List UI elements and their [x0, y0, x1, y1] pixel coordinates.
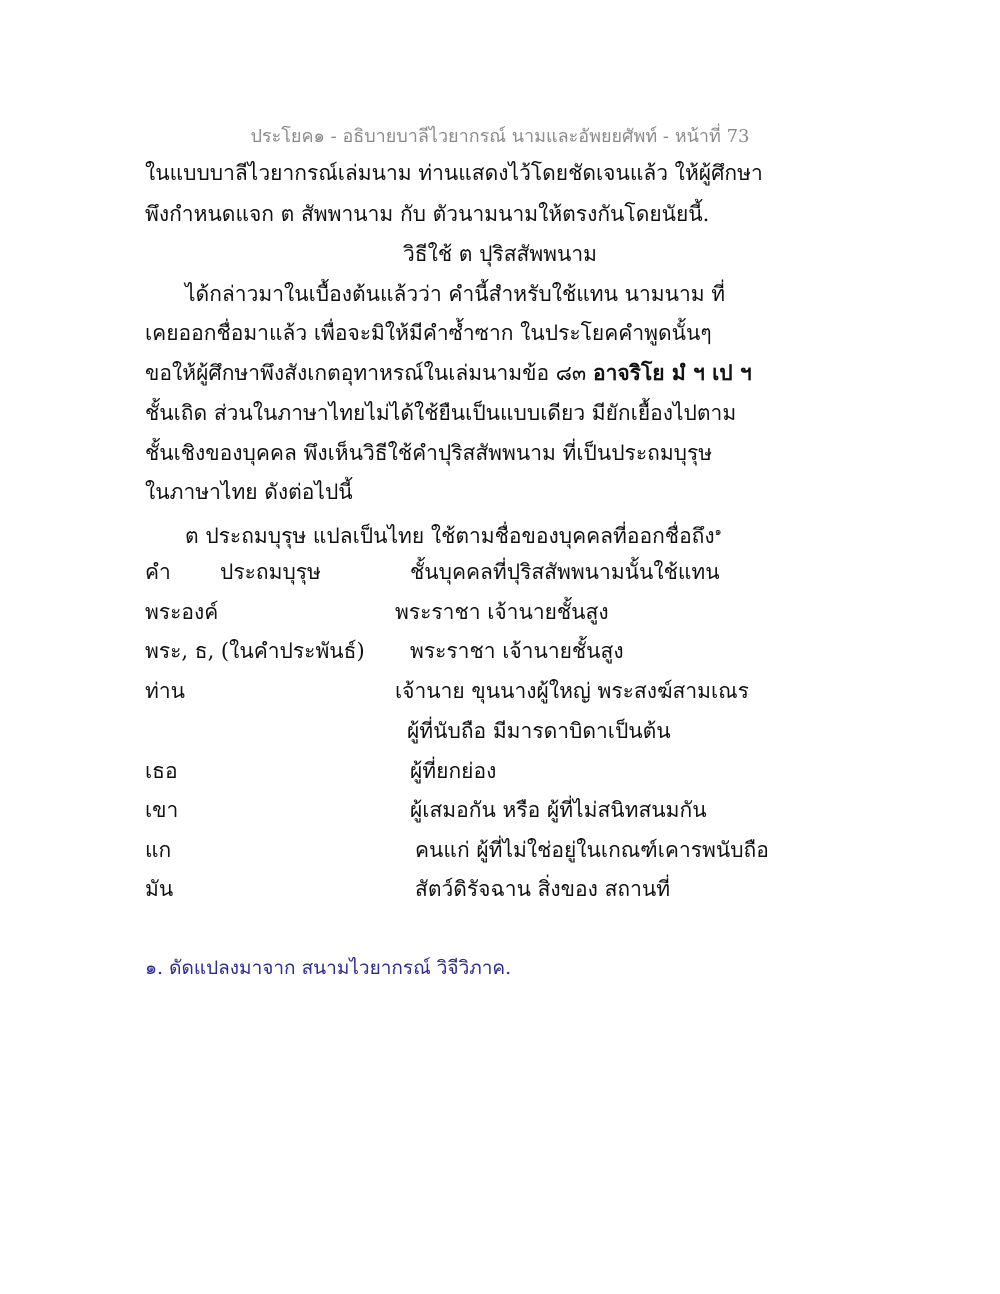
table-row	[145, 876, 845, 906]
table-row	[145, 797, 845, 827]
table-row-usage: เจ้านาย ขุนนางผู้ใหญ่ พระสงฆ์สามเณร	[395, 679, 749, 703]
page-header: ประโยค๑ - อธิบายบาลีไวยากรณ์ นามและอัพยยศัพท์ - หน้าที่ 73	[250, 126, 750, 147]
table-row-word: มัน	[145, 877, 174, 901]
paragraph2-line6: ในภาษาไทย ดังต่อไปนี้	[145, 480, 353, 504]
paragraph2-line5: ชั้นเชิงของบุคคล พึงเห็นวิธีใช้คำปุริสสัพพนาม ที่เป็นประถมบุรุษ	[145, 441, 713, 465]
table-header-usage: ชั้นบุคคลที่ปุริสสัพพนามนั้นใช้แทน	[410, 560, 720, 584]
table-row	[145, 638, 845, 668]
table-row-usage: สัตว์ดิรัจฉาน สิ่งของ สถานที่	[415, 877, 671, 901]
footnote-marker: ๑	[714, 525, 722, 538]
table-row	[145, 837, 845, 867]
paragraph2-line3	[145, 360, 752, 386]
table-row-usage: คนแก่ ผู้ที่ไม่ใช่อยู่ในเกณฑ์เคารพนับถือ	[415, 838, 769, 862]
intro-line-text: ต ประถมบุรุษ แปลเป็นไทย ใช้ตามชื่อของบุคคลที่ออกชื่อถึง	[185, 524, 715, 548]
table-row-usage: ผู้ที่ยกย่อง	[410, 759, 497, 783]
table-row	[145, 758, 845, 788]
paragraph2-line4: ชั้นเถิด ส่วนในภาษาไทยไม่ได้ใช้ยืนเป็นแบบเดียว มียักเยื้องไปตาม	[145, 401, 737, 425]
table-header-person: ประถมบุรุษ	[220, 560, 321, 584]
paragraph2-line1: ได้กล่าวมาในเบื้องต้นแล้วว่า คำนี้สำหรับใช้แทน นามนาม ที่	[185, 282, 726, 306]
paragraph2-line3-text: ขอให้ผู้ศึกษาพึงสังเกตอุทาหรณ์ในเล่มนามข้อ ๘๓	[145, 361, 593, 385]
table-row-word: แก	[145, 838, 172, 862]
table-row-usage: ผู้ที่นับถือ มีมารดาบิดาเป็นต้น	[407, 719, 671, 743]
table-row	[145, 718, 845, 748]
pali-example: อาจริโย มํ ฯ เป ฯ	[592, 360, 752, 385]
table-header-word: คำ	[145, 560, 171, 584]
table-row	[145, 678, 845, 708]
table-row-usage: ผู้เสมอกัน หรือ ผู้ที่ไม่สนิทสนมกัน	[410, 798, 707, 822]
table-header-row	[145, 559, 845, 589]
footnote: ๑. ดัดแปลงมาจาก สนามไวยากรณ์ วิจีวิภาค.	[145, 957, 512, 979]
table-row-word: พระองค์	[145, 600, 219, 624]
paragraph1-line2: พึงกำหนดแจก ต สัพพานาม กับ ตัวนามนามให้ตรงกันโดยนัยนี้.	[145, 202, 710, 226]
table-row-usage: พระราชา เจ้านายชั้นสูง	[395, 600, 609, 624]
table-row-usage: พระราชา เจ้านายชั้นสูง	[410, 639, 624, 663]
paragraph1-line1: ในแบบบาลีไวยากรณ์เล่มนาม ท่านแสดงไว้โดยชัดเจนแล้ว ให้ผู้ศึกษา	[145, 161, 763, 185]
section-title: วิธีใช้ ต ปุริสสัพพนาม	[402, 242, 598, 266]
table-row-word: เขา	[145, 798, 179, 822]
intro-line	[185, 519, 722, 549]
table-row-word: ท่าน	[145, 679, 185, 703]
table-row-word: พระ, ธ, (ในคำประพันธ์)	[145, 639, 365, 663]
table-row-word: เธอ	[145, 759, 178, 783]
table-row	[145, 599, 845, 629]
paragraph2-line2: เคยออกชื่อมาแล้ว เพื่อจะมิให้มีคำซ้ำซาก ในประโยคคำพูดนั้นๆ	[145, 321, 712, 345]
